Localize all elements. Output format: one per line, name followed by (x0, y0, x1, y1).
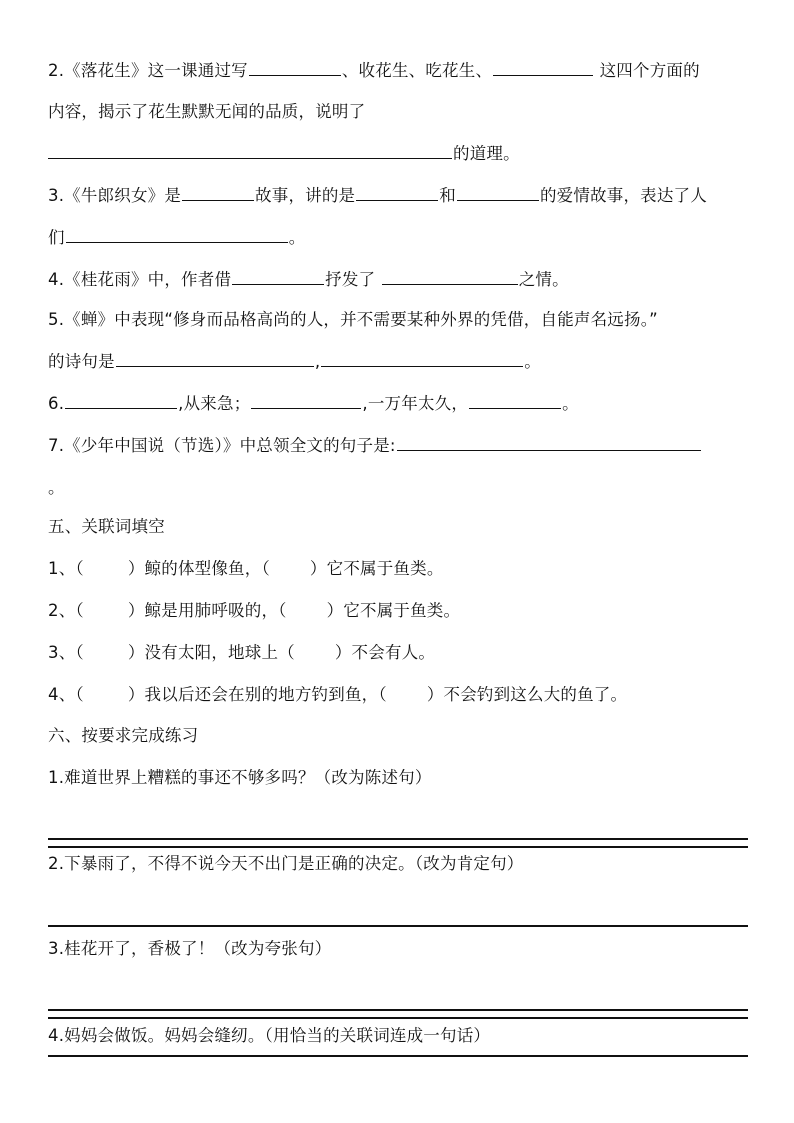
q3-text-1: 3.《牛郎织女》是 (48, 186, 182, 205)
answer-line-3[interactable] (48, 1009, 748, 1019)
question-7-line-1 (48, 435, 748, 457)
s5-item-1-end: ）它不属于鱼类。 (309, 559, 444, 578)
s5-item-4-mid: ）我以后还会在别的地方钓到鱼，（ (127, 685, 387, 704)
answer-line-4[interactable] (48, 1055, 748, 1057)
q6-blank-3[interactable] (469, 407, 561, 409)
s5-item-1-mid: ）鲸的体型像鱼，（ (127, 559, 270, 578)
question-4-line (48, 269, 748, 291)
q3-blank-3[interactable] (457, 199, 539, 201)
answer-line-1[interactable] (48, 838, 748, 848)
q6-blank-2[interactable] (251, 407, 361, 409)
q3-text-5: 们 (48, 228, 65, 247)
section-6-title: 六、按要求完成练习 (48, 726, 199, 745)
s5-item-2-num: 2、（ (48, 601, 84, 620)
s5-item-3-mid: ）没有太阳，地球上（ (127, 643, 295, 662)
q3-blank-4[interactable] (66, 241, 288, 243)
q2-blank-1[interactable] (249, 74, 341, 76)
q3-text-3: 和 (439, 186, 456, 205)
question-2-line-3 (48, 143, 748, 165)
section-6-item-3: 3.桂花开了，香极了！（改为夸张句） (48, 939, 332, 958)
answer-line-2[interactable] (48, 925, 748, 927)
q4-text-3: 之情。 (518, 270, 569, 289)
s5-item-4-end: ）不会钓到这么大的鱼了。 (426, 685, 628, 704)
q4-blank-2[interactable] (382, 283, 518, 285)
q3-text-6: 。 (288, 228, 306, 247)
q5-blank-2[interactable] (321, 365, 523, 367)
s5-item-2-end: ）它不属于鱼类。 (326, 601, 461, 620)
question-3-line-2 (48, 227, 748, 249)
section-6-item-1: 1.难道世界上糟糕的事还不够多吗？（改为陈述句） (48, 768, 432, 787)
q3-text-4: 的爱情故事，表达了人 (539, 186, 707, 205)
q3-blank-1[interactable] (182, 199, 254, 201)
q4-text-1: 4.《桂花雨》中，作者借 (48, 270, 232, 289)
question-6-line (48, 393, 748, 415)
s5-item-2-mid: ）鲸是用肺呼吸的，（ (127, 601, 287, 620)
s5-item-4-num: 4、（ (48, 685, 84, 704)
q6-blank-1[interactable] (65, 407, 177, 409)
q4-blank-1[interactable] (232, 283, 324, 285)
q5-text-1: 的诗句是 (48, 352, 115, 371)
section-6-item-4: 4.妈妈会做饭。妈妈会缝纫。（用恰当的关联词连成一句话） (48, 1026, 491, 1045)
q6-text-1: 6. (48, 394, 65, 413)
question-5-line-2 (48, 351, 748, 373)
question-2-line-2: 内容，揭示了花生默默无闻的品质，说明了 (48, 102, 366, 121)
q5-text-2: , (314, 352, 321, 371)
s5-item-1-num: 1、（ (48, 559, 84, 578)
q7-blank-1[interactable] (397, 449, 701, 451)
q6-text-3: ,一万年太久， (362, 394, 469, 413)
section-5-title: 五、关联词填空 (48, 517, 165, 536)
question-7-line-2: 。 (48, 478, 65, 497)
q4-text-2: 抒发了 (325, 270, 381, 289)
question-5-line-1: 5.《蝉》中表现“修身而品格高尚的人，并不需要某种外界的凭借，自能声名远扬。” (48, 310, 658, 329)
s5-item-3-end: ）不会有人。 (334, 643, 436, 662)
q2-text-4: 的道理。 (453, 144, 520, 163)
q2-text-3: 这四个方面的 (594, 61, 700, 80)
question-2-line-1 (48, 60, 748, 82)
q7-text-1: 7.《少年中国说（节选）》中总领全文的句子是: (48, 436, 396, 455)
section-6-item-2: 2.下暴雨了，不得不说今天不出门是正确的决定。（改为肯定句） (48, 854, 524, 873)
q5-blank-1[interactable] (116, 365, 314, 367)
question-3-line-1 (48, 185, 748, 207)
q6-text-2: ,从来急； (178, 394, 251, 413)
q3-text-2: 故事，讲的是 (255, 186, 356, 205)
section-5-item-1 (48, 558, 748, 580)
q2-text-1: 2.《落花生》这一课通过写 (48, 61, 248, 80)
q2-blank-2[interactable] (493, 74, 593, 76)
q6-text-4: 。 (562, 394, 579, 413)
q5-text-3: 。 (524, 352, 541, 371)
section-5-item-3 (48, 642, 748, 664)
q3-blank-2[interactable] (356, 199, 438, 201)
s5-item-3-num: 3、（ (48, 643, 84, 662)
section-5-item-2 (48, 600, 748, 622)
section-5-item-4 (48, 684, 748, 706)
q2-text-2: 、收花生、吃花生、 (341, 61, 493, 80)
q2-blank-3[interactable] (48, 157, 452, 159)
